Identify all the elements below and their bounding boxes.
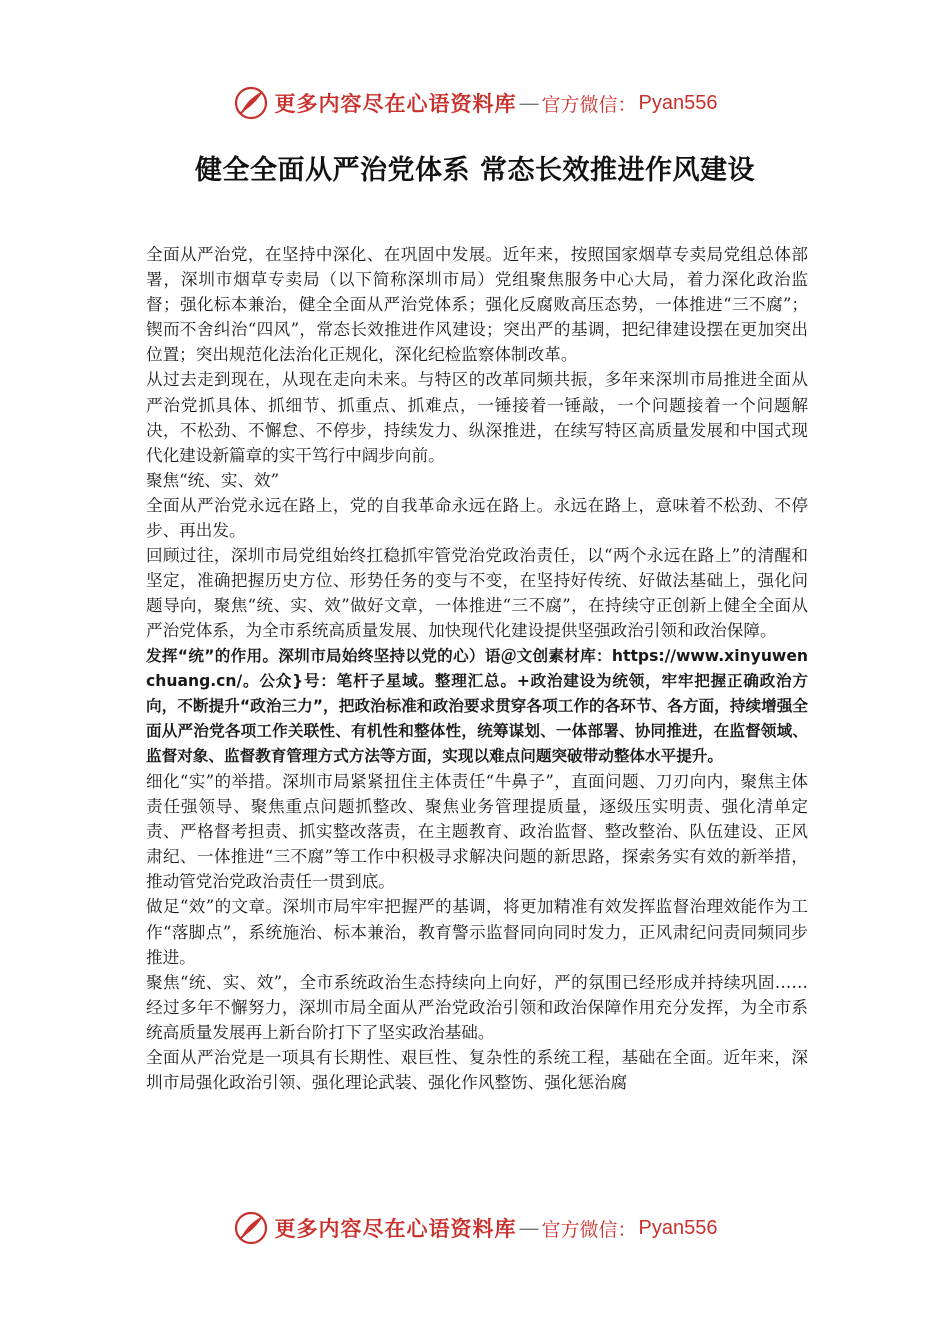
quill-logo-icon xyxy=(233,85,269,121)
banner-text: 更多内容尽在心语资料库 xyxy=(274,1216,517,1241)
watermarked-paragraph: 发挥“统”的作用。深圳市局始终坚持以党的心）语＠文创素材库：https://www.xinyuwenchuang.cn/。公众}号：笔杆子星域。整理汇总。+政治建设为统领，牢牢把握正确政治方向，不断提升“政治三力”，把政治标准和政治要求贯穿各项工作的各环节、各方面，持续增强全面从严治党各项工作关联性、有机性和整体性，统筹谋划、一体部署、协同推进，在监督领域、监督对象、监督教育管理方式方法等方面，实现以难点问题突破带动整体水平提升。 xyxy=(146,646,808,765)
quill-logo-icon xyxy=(233,1210,269,1246)
paragraph: 聚焦“统、实、效”，全市系统政治生态持续向上向好，严的氛围已经形成并持续巩固……经过多年不懈努力，深圳市局全面从严治党政治引领和政治保障作用充分发挥，为全市系统高质量发展再上新台阶打下了坚实政治基础。 xyxy=(146,972,808,1042)
footer-banner xyxy=(0,1203,950,1253)
banner-separator: — xyxy=(518,91,540,115)
section-heading: 聚焦“统、实、效” xyxy=(146,470,280,490)
paragraph: 全面从严治党，在坚持中深化、在巩固中发展。近年来，按照国家烟草专卖局党组总体部署，深圳市烟草专卖局（以下简称深圳市局）党组聚焦服务中心大局，着力深化政治监督；强化标本兼治，健全全面从严治党体系；强化反腐败高压态势，一体推进“三不腐”；锲而不舍纠治“四风”，常态长效推进作风建设；突出严的基调，把纪律建设摆在更加突出位置；突出规范化法治化正规化，深化纪检监察体制改革。 xyxy=(146,245,808,365)
header-banner xyxy=(0,78,950,128)
paragraph: 全面从严治党是一项具有长期性、艰巨性、复杂性的系统工程，基础在全面。近年来，深圳市局强化政治引领、强化理论武装、强化作风整饬、强化惩治腐 xyxy=(146,1048,808,1093)
paragraph: 回顾过往，深圳市局党组始终扛稳抓牢管党治党政治责任，以“两个永远在路上”的清醒和坚定，准确把握历史方位、形势任务的变与不变，在坚持好传统、好做法基础上，强化问题导向，聚焦“统、实、效”做好文章，一体推进“三不腐”，在持续守正创新上健全全面从严治党体系，为全市系统高质量发展、加快现代化建设提供坚强政治引领和政治保障。 xyxy=(146,546,808,641)
paragraph: 从过去走到现在，从现在走向未来。与特区的改革同频共振，多年来深圳市局推进全面从严治党抓具体、抓细节、抓重点、抓难点，一锤接着一锤敲，一个问题接着一个问题解决，不松劲、不懈怠、不停步，持续发力、纵深推进，在续写特区高质量发展和中国式现代化建设新篇章的实干笃行中阔步向前。 xyxy=(146,370,808,465)
banner-text: 更多内容尽在心语资料库 xyxy=(274,91,517,116)
paragraph: 细化“实”的举措。深圳市局紧紧扭住主体责任“牛鼻子”，直面问题、刀刃向内，聚焦主体责任强领导、聚焦重点问题抓整改、聚焦业务管理提质量，逐级压实明责、强化清单定责、严格督考担责、抓实整改落责，在主题教育、政治监督、整改整治、队伍建设、正风肃纪、一体推进“三不腐”等工作中积极寻求解决问题的新思路，探索务实有效的新举措，推动管党治党政治责任一贯到底。 xyxy=(146,771,808,892)
wechat-label: 官方微信： xyxy=(541,93,637,116)
wechat-label: 官方微信： xyxy=(541,1218,637,1241)
wechat-id: Pyan556 xyxy=(638,1216,718,1239)
document-body xyxy=(146,242,808,1095)
paragraph: 做足“效”的文章。深圳市局牢牢把握严的基调，将更加精准有效发挥监督治理效能作为工作“落脚点”，系统施治、标本兼治，教育警示监督同向同时发力，正风肃纪问责同频同步推进。 xyxy=(146,897,808,967)
banner-separator: — xyxy=(518,1216,540,1240)
wechat-id: Pyan556 xyxy=(638,91,718,114)
document-title: 健全全面从严治党体系 常态长效推进作风建设 xyxy=(195,155,755,186)
paragraph: 全面从严治党永远在路上，党的自我革命永远在路上。永远在路上，意味着不松劲、不停步、再出发。 xyxy=(146,495,808,541)
